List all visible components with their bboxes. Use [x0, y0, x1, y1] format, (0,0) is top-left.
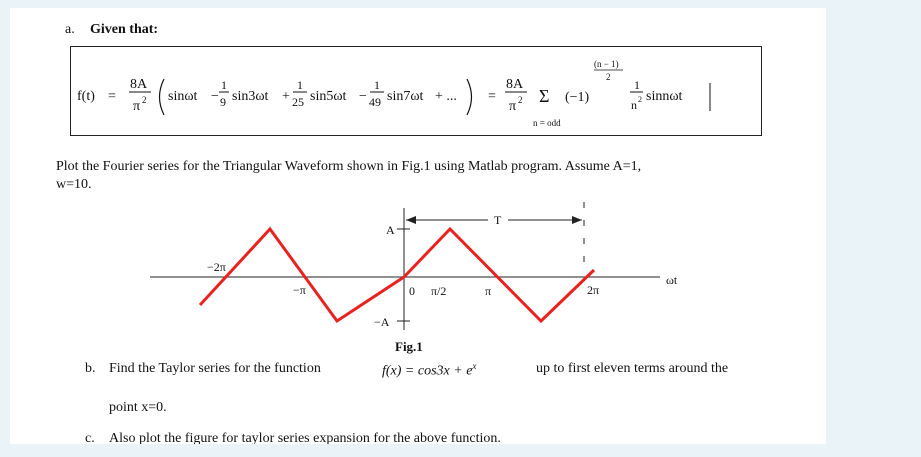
term-sin-5wt: sin5ωt	[310, 89, 347, 104]
instruction-line-1: Plot the Fourier series for the Triangular Waveform shown in Fig.1 using Matlab program. Assume A=1,	[56, 159, 642, 174]
frac1-num: 1	[221, 78, 227, 92]
coef2-denominator-exp: 2	[518, 95, 523, 105]
part-a-heading: Given that:	[90, 22, 159, 37]
coef-denominator: π	[133, 99, 141, 114]
function-exponent: x	[472, 361, 477, 371]
sum-subscript: n = odd	[533, 118, 561, 128]
frac4-den: n	[631, 98, 637, 112]
plus-sign: +	[282, 89, 290, 104]
series-tail: + ...	[435, 89, 457, 104]
instruction-line-2: w=10.	[56, 177, 92, 192]
tick-neg-two-pi: −2π	[207, 260, 226, 274]
frac1-den: 9	[220, 95, 226, 109]
document-page	[10, 8, 826, 444]
part-a-label: a.	[65, 22, 75, 37]
part-b-text-after: up to first eleven terms around the	[536, 361, 729, 376]
minus-1: −	[211, 89, 219, 104]
eq-lhs: f(t)	[77, 89, 95, 104]
frac3-den: 49	[369, 95, 381, 109]
part-b-function	[382, 361, 476, 380]
figure-caption: Fig.1	[395, 339, 423, 354]
frac2-num: 1	[297, 78, 303, 92]
tick-neg-pi: −π	[293, 283, 306, 297]
part-b-text: Find the Taylor series for the function	[109, 361, 321, 376]
tick-pi: π	[485, 284, 492, 298]
coef-denominator-exp: 2	[142, 95, 147, 105]
term-sin-7wt: sin7ωt	[387, 89, 424, 104]
part-c-label: c.	[85, 431, 95, 444]
part-b-line-2: point x=0.	[109, 400, 167, 415]
triangular-wave	[200, 229, 594, 321]
term-sin-wt: sinωt	[168, 89, 198, 104]
amp-pos-label: A	[386, 223, 395, 237]
coef2-denominator: π	[509, 99, 517, 114]
axis-label-wt: ωt	[666, 273, 678, 287]
sigma-symbol: Σ	[539, 86, 550, 106]
term-sin-nwt: sinnωt	[646, 89, 683, 104]
exponent-numerator: (n − 1)	[594, 59, 619, 69]
part-b-label: b.	[85, 361, 96, 376]
neg-one: (−1)	[565, 90, 590, 105]
tick-zero: 0	[409, 284, 415, 298]
amp-neg-label: −A	[374, 315, 390, 329]
function-expression: f(x) = cos3x + e	[382, 363, 473, 379]
frac3-num: 1	[374, 78, 380, 92]
term-sin-3wt: sin3ωt	[232, 89, 269, 104]
eq-equals: =	[108, 89, 116, 104]
tick-two-pi: 2π	[587, 283, 600, 297]
tick-half-pi: π/2	[431, 284, 447, 298]
period-label: T	[494, 213, 502, 227]
exponent-denominator: 2	[606, 72, 611, 82]
part-c-text: Also plot the figure for taylor series expansion for the above function.	[109, 431, 501, 444]
frac4-num: 1	[634, 78, 640, 92]
eq-equals-2: =	[488, 89, 496, 104]
frac4-den-exp: 2	[638, 95, 642, 104]
coef2-numerator: 8A	[506, 77, 524, 92]
frac2-den: 25	[292, 95, 304, 109]
coef-numerator: 8A	[130, 77, 148, 92]
minus-2: −	[359, 89, 367, 104]
